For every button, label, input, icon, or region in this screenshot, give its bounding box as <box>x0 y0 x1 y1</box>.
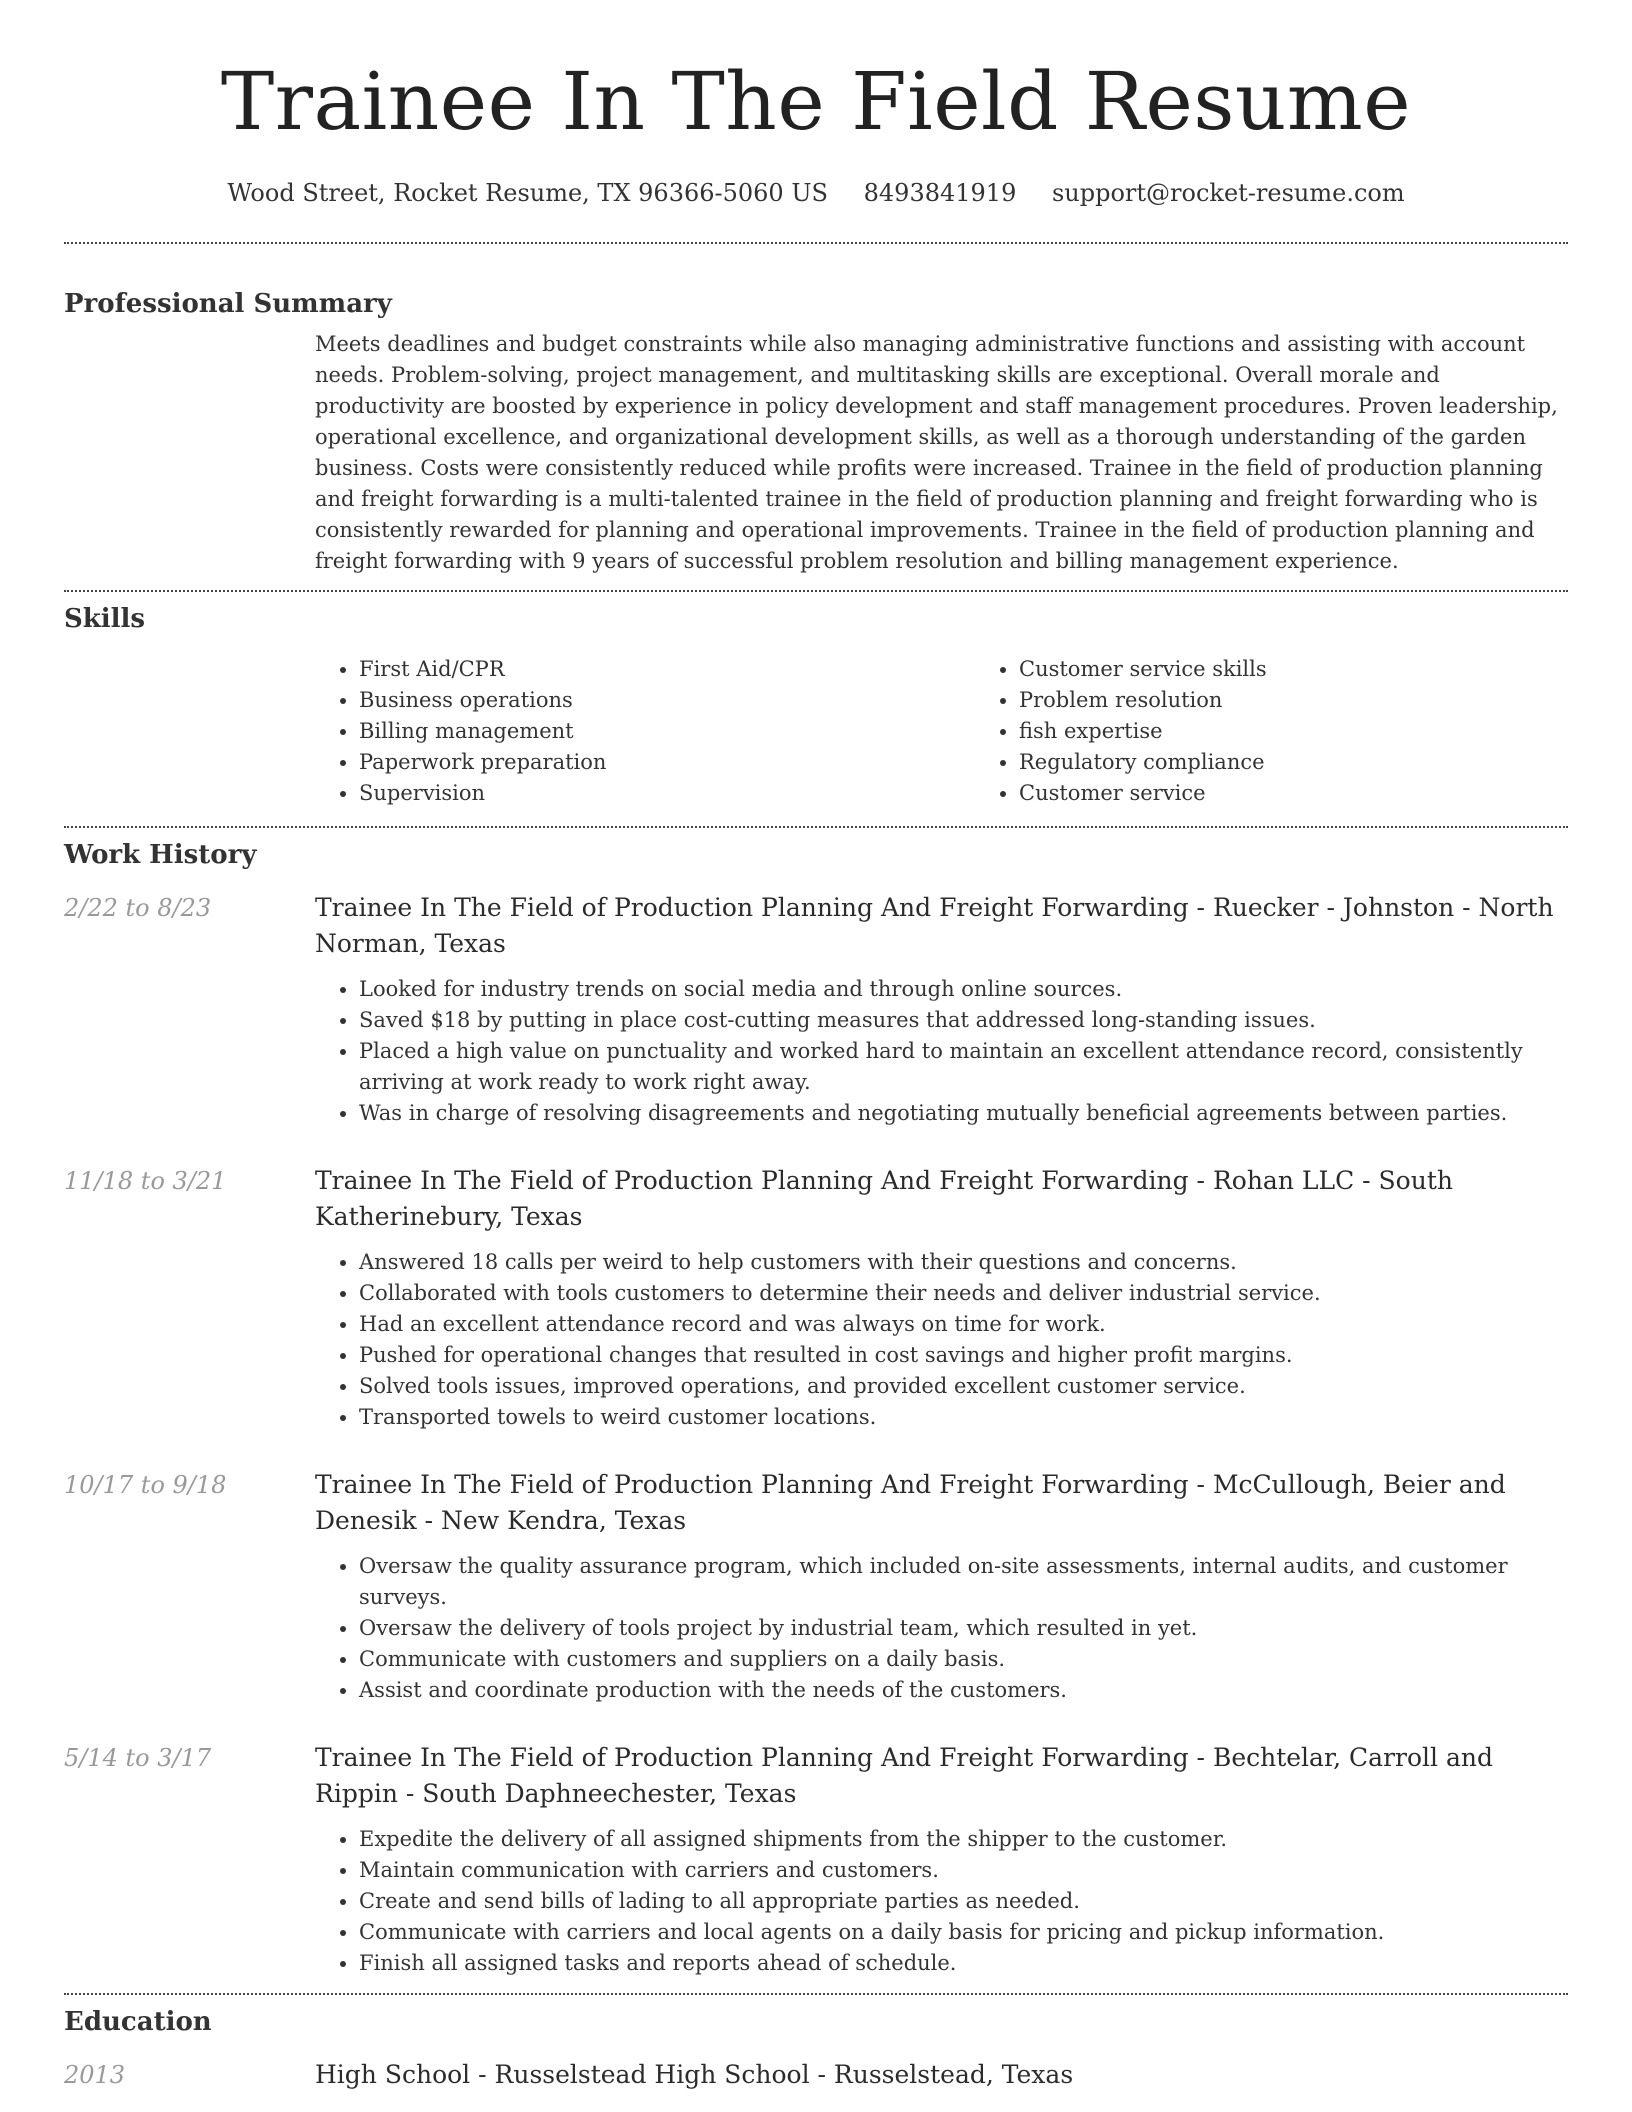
skill-item: • First Aid/CPR <box>359 654 975 685</box>
job-list <box>64 890 1568 1979</box>
skill-item: • Customer service <box>1019 778 1632 809</box>
job-bullet: • Communicate with customers and suppliers on a daily basis. <box>359 1644 1568 1675</box>
contact-phone: 8493841919 <box>863 179 1017 207</box>
job-bullet: • Collaborated with tools customers to determine their needs and deliver industrial service. <box>359 1278 1568 1309</box>
skill-item: • Regulatory compliance <box>1019 747 1632 778</box>
education-section <box>64 2005 1568 2093</box>
education-entry <box>64 2057 1568 2093</box>
job-entry <box>64 1163 1568 1433</box>
job-bullet: • Oversaw the delivery of tools project by industrial team, which resulted in yet. <box>359 1613 1568 1644</box>
skill-item: • Supervision <box>359 778 975 809</box>
job-bullet: • Transported towels to weird customer locations. <box>359 1402 1568 1433</box>
skill-item: • fish expertise <box>1019 716 1632 747</box>
job-bullet: • Looked for industry trends on social media and through online sources. <box>359 974 1568 1005</box>
skill-item: • Business operations <box>359 685 975 716</box>
job-bullet: • Pushed for operational changes that resulted in cost savings and higher profit margins. <box>359 1340 1568 1371</box>
job-title: Trainee In The Field of Production Planning And Freight Forwarding - Bechtelar, Carroll and Rippin - South Daphneechester, Texas <box>315 1743 1493 1808</box>
contact-line <box>64 178 1568 208</box>
resume-title: Trainee In The Field Resume <box>220 55 1412 148</box>
job-bullet: • Maintain communication with carriers and customers. <box>359 1855 1568 1886</box>
job-bullet: • Solved tools issues, improved operations, and provided excellent customer service. <box>359 1371 1568 1402</box>
summary-text: Meets deadlines and budget constraints while also managing administrative functions and assisting with account needs. Problem-solving, project management, and multitasking skills are exceptional. Overall morale and productivity are boosted by experience in policy development and staff management procedures. Proven leadership, operational excellence, and organizational development skills, as well as a thorough understanding of the garden business. Costs were consistently reduced while profits were increased. Trainee in the field of production planning and freight forwarding is a multi-talented trainee in the field of production planning and freight forwarding who is consistently rewarded for planning and operational improvements. Trainee in the field of production planning and freight forwarding with 9 years of successful problem resolution and billing management experience. <box>315 332 1558 573</box>
job-dates: 11/18 to 3/21 <box>64 1167 227 1195</box>
skill-item: • Customer service skills <box>1019 654 1632 685</box>
skills-list-right <box>975 654 1632 809</box>
job-bullet: • Answered 18 calls per weird to help customers with their questions and concerns. <box>359 1247 1568 1278</box>
job-bullet: • Placed a high value on punctuality and worked hard to maintain an excellent attendance record, consistently arriving at work ready to work right away. <box>359 1036 1568 1098</box>
job-bullets <box>315 1247 1568 1433</box>
section-title-summary: Professional Summary <box>64 289 392 319</box>
job-bullets <box>315 974 1568 1129</box>
job-bullet: • Had an excellent attendance record and was always on time for work. <box>359 1309 1568 1340</box>
job-dates: 2/22 to 8/23 <box>64 894 212 922</box>
education-detail: High School - Russelstead High School - Russelstead, Texas <box>315 2060 1074 2089</box>
divider <box>64 242 1568 244</box>
education-year: 2013 <box>64 2061 126 2089</box>
job-bullet: • Finish all assigned tasks and reports ahead of schedule. <box>359 1948 1568 1979</box>
job-bullet: • Oversaw the quality assurance program, which included on-site assessments, internal audits, and customer surveys. <box>359 1551 1568 1613</box>
skill-item: • Paperwork preparation <box>359 747 975 778</box>
work-section <box>64 838 1568 1979</box>
job-dates: 5/14 to 3/17 <box>64 1744 212 1772</box>
job-title: Trainee In The Field of Production Planning And Freight Forwarding - Rohan LLC - South Katherinebury, Texas <box>315 1166 1453 1231</box>
education-list <box>64 2057 1568 2093</box>
skills-list-left <box>315 654 975 809</box>
job-bullet: • Create and send bills of lading to all appropriate parties as needed. <box>359 1886 1568 1917</box>
job-entry <box>64 890 1568 1129</box>
job-bullet: • Was in charge of resolving disagreements and negotiating mutually beneficial agreements between parties. <box>359 1098 1568 1129</box>
job-bullet: • Expedite the delivery of all assigned shipments from the shipper to the customer. <box>359 1824 1568 1855</box>
skill-item: • Billing management <box>359 716 975 747</box>
summary-section <box>64 287 1568 577</box>
divider <box>64 1993 1568 1995</box>
job-bullets <box>315 1824 1568 1979</box>
job-bullets <box>315 1551 1568 1706</box>
skill-item: • Problem resolution <box>1019 685 1632 716</box>
job-dates: 10/17 to 9/18 <box>64 1471 227 1499</box>
job-title: Trainee In The Field of Production Planning And Freight Forwarding - McCullough, Beier and Denesik - New Kendra, Texas <box>315 1470 1506 1535</box>
job-bullet: • Saved $18 by putting in place cost-cutting measures that addressed long-standing issues. <box>359 1005 1568 1036</box>
section-title-education: Education <box>64 2007 212 2037</box>
job-bullet: • Communicate with carriers and local agents on a daily basis for pricing and pickup information. <box>359 1917 1568 1948</box>
job-bullet: • Assist and coordinate production with the needs of the customers. <box>359 1675 1568 1706</box>
skills-section <box>64 602 1568 809</box>
job-entry <box>64 1467 1568 1706</box>
job-title: Trainee In The Field of Production Planning And Freight Forwarding - Ruecker - Johnston - North Norman, Texas <box>315 893 1554 958</box>
divider <box>64 826 1568 828</box>
contact-address: Wood Street, Rocket Resume, TX 96366-5060 US <box>227 179 828 207</box>
contact-email: support@rocket-resume.com <box>1051 179 1405 207</box>
section-title-work: Work History <box>64 840 257 870</box>
section-title-skills: Skills <box>64 604 146 634</box>
divider <box>64 590 1568 592</box>
job-entry <box>64 1740 1568 1979</box>
